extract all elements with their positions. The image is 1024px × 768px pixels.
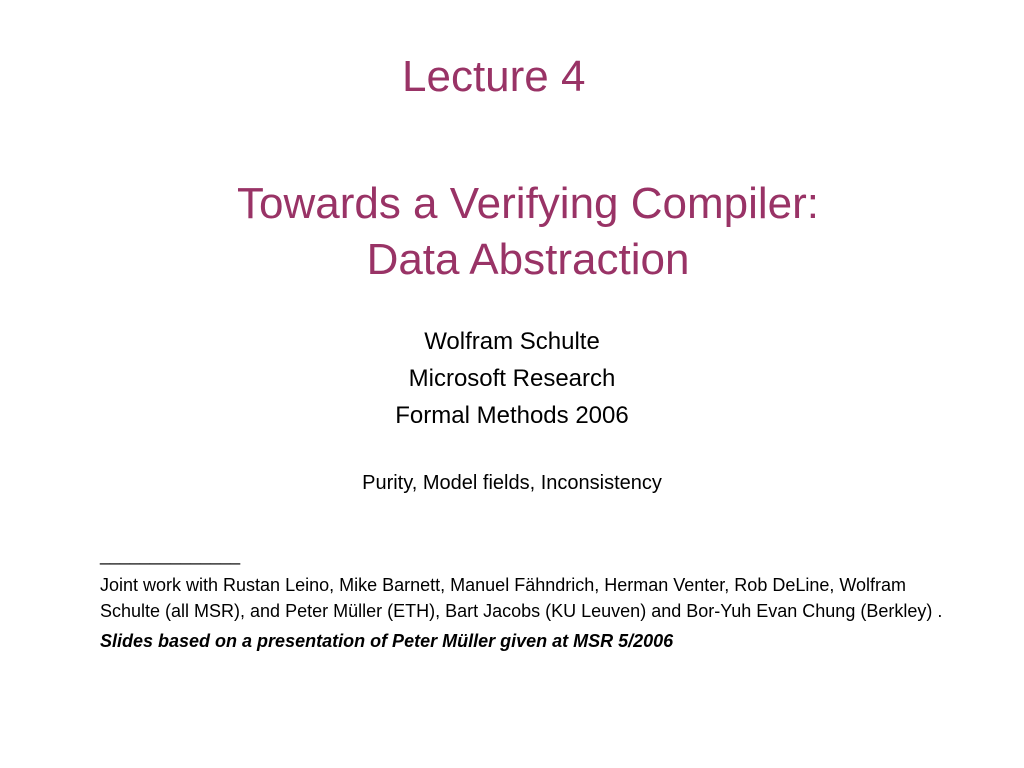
- topics-subtitle: Purity, Model fields, Inconsistency: [362, 472, 662, 494]
- credits-text: Joint work with Rustan Leino, Mike Barnett, Manuel Fähndrich, Herman Venter, Rob DeLine, Wolfram Schulte (all MSR), and Peter Müller (ETH), Bart Jacobs (KU Leuven) and Bor-Yuh Evan Chung (Berkley) .: [100, 575, 943, 621]
- main-title-line-2: Data Abstraction: [366, 235, 690, 284]
- main-title: [0, 176, 1024, 288]
- lecture-title: Lecture 4: [402, 52, 586, 101]
- author-block: [0, 323, 1024, 434]
- footnote: [100, 542, 970, 654]
- event-name: Formal Methods 2006: [395, 402, 629, 429]
- main-title-line-1: Towards a Verifying Compiler:: [236, 179, 819, 228]
- author-affiliation: Microsoft Research: [408, 365, 616, 392]
- footnote-separator: ______________: [100, 545, 241, 565]
- slides-source-note: Slides based on a presentation of Peter Müller given at MSR 5/2006: [100, 631, 674, 651]
- author-name: Wolfram Schulte: [424, 328, 600, 355]
